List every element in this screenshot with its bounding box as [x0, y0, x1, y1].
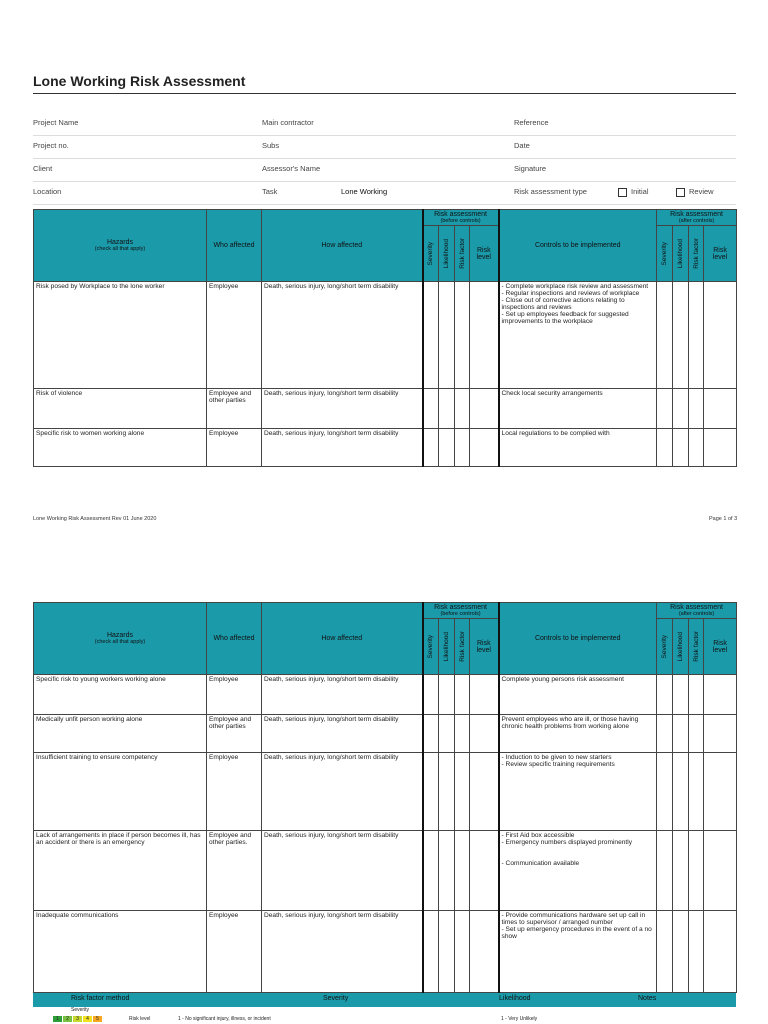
risk-factor-header: Risk factor	[455, 226, 470, 282]
likelihood-legend-label: Likelihood	[499, 995, 531, 1002]
ra-after-header: Risk assessment (after controls)	[657, 603, 737, 619]
initial-checkbox[interactable]	[618, 188, 627, 197]
severity-scale-box: 3	[73, 1016, 82, 1022]
severity-header: Severity	[423, 619, 439, 675]
who-affected-cell: Employee and other parties	[207, 715, 262, 753]
risk-level-header: Risk level	[470, 226, 499, 282]
severity-scale-box: 1	[53, 1016, 62, 1022]
how-affected-cell: Death, serious injury, long/short term disability	[262, 831, 423, 911]
severity-scale-box: 5	[93, 1016, 102, 1022]
review-label: Review	[689, 187, 714, 196]
project-no-label: Project no.	[33, 141, 69, 150]
likelihood-header: Likelihood	[439, 226, 455, 282]
risk-level-after-cell	[704, 753, 737, 831]
likelihood-1-text: 1 - Very Unlikely	[501, 1016, 538, 1022]
risk-factor-before-cell	[455, 389, 470, 429]
risk-factor-before-cell	[455, 675, 470, 715]
risk-level-after-cell	[704, 715, 737, 753]
how-affected-cell: Death, serious injury, long/short term disability	[262, 715, 423, 753]
ra-after-header: Risk assessment (after controls)	[657, 210, 737, 226]
table-row	[34, 753, 737, 831]
risk-factor-before-cell	[455, 911, 470, 993]
location-label: Location	[33, 187, 62, 196]
likelihood-before-cell	[439, 715, 455, 753]
severity-before-cell	[423, 389, 439, 429]
main-contractor-label: Main contractor	[262, 118, 314, 127]
severity-after-cell	[657, 753, 673, 831]
severity-after-cell	[657, 282, 673, 389]
severity-before-cell	[423, 715, 439, 753]
controls-cell: Check local security arrangements	[499, 389, 657, 429]
controls-cell: Local regulations to be complied with	[499, 429, 657, 467]
risk-table-page2	[33, 602, 737, 993]
how-affected-cell: Death, serious injury, long/short term disability	[262, 911, 423, 993]
likelihood-after-cell	[673, 282, 689, 389]
risk-level-after-cell	[704, 911, 737, 993]
risk-factor-before-cell	[455, 715, 470, 753]
risk-level-before-cell	[470, 282, 499, 389]
severity-before-cell	[423, 753, 439, 831]
severity-before-cell	[423, 831, 439, 911]
likelihood-before-cell	[439, 282, 455, 389]
title-divider	[33, 93, 736, 94]
risk-level-before-cell	[470, 753, 499, 831]
likelihood-before-cell	[439, 429, 455, 467]
controls-cell: - Complete workplace risk review and assessment - Regular inspections and reviews of workplace - Close out of corrective actions relating to inspections and reviews - Set up employees feedback for suggested improvements to the workplace	[499, 282, 657, 389]
table-row	[34, 429, 737, 467]
who-affected-cell: Employee	[207, 282, 262, 389]
controls-cell: - Induction to be given to new starters - Review specific training requirements	[499, 753, 657, 831]
severity-after-cell	[657, 715, 673, 753]
table-row	[34, 911, 737, 993]
initial-label: Initial	[631, 187, 649, 196]
how-affected-cell: Death, serious injury, long/short term disability	[262, 429, 423, 467]
how-affected-header: How affected	[262, 210, 423, 282]
likelihood-before-cell	[439, 389, 455, 429]
risk-level-after-header: Risk level	[704, 226, 737, 282]
signature-label: Signature	[514, 164, 547, 173]
risk-factor-header: Risk factor	[455, 619, 470, 675]
project-name-label: Project Name	[33, 118, 79, 127]
hazard-cell: Risk posed by Workplace to the lone worker	[34, 282, 207, 389]
hazard-cell: Lack of arrangements in place if person becomes ill, has an accident or there is an emergency	[34, 831, 207, 911]
severity-small-label: Severity	[71, 1007, 90, 1013]
risk-table-page1	[33, 209, 737, 467]
severity-scale-box: 4	[83, 1016, 92, 1022]
risk-level-after-cell	[704, 675, 737, 715]
risk-level-before-cell	[470, 911, 499, 993]
who-affected-cell: Employee	[207, 753, 262, 831]
initial-option[interactable]	[618, 187, 649, 197]
task-label: Task	[262, 187, 278, 196]
footer-left: Lone Working Risk Assessment Rev 01 June 2020	[33, 516, 157, 522]
risk-level-before-cell	[470, 389, 499, 429]
review-checkbox[interactable]	[676, 188, 685, 197]
severity-after-header: Severity	[657, 619, 673, 675]
who-affected-cell: Employee	[207, 429, 262, 467]
risk-factor-after-cell	[689, 389, 704, 429]
likelihood-before-cell	[439, 911, 455, 993]
likelihood-before-cell	[439, 753, 455, 831]
likelihood-after-cell	[673, 429, 689, 467]
severity-before-cell	[423, 282, 439, 389]
info-row-1	[33, 112, 736, 136]
risk-level-before-cell	[470, 429, 499, 467]
likelihood-after-cell	[673, 753, 689, 831]
risk-level-header: Risk level	[470, 619, 499, 675]
risk-level-after-cell	[704, 831, 737, 911]
ra-type-label: Risk assessment type	[514, 187, 587, 196]
likelihood-before-cell	[439, 831, 455, 911]
severity-after-cell	[657, 429, 673, 467]
controls-cell: Prevent employees who are ill, or those having chronic health problems from working alone	[499, 715, 657, 753]
likelihood-after-cell	[673, 389, 689, 429]
who-affected-cell: Employee	[207, 675, 262, 715]
severity-header: Severity	[423, 226, 439, 282]
risk-level-after-cell	[704, 429, 737, 467]
risk-factor-after-cell	[689, 715, 704, 753]
how-affected-cell: Death, serious injury, long/short term disability	[262, 753, 423, 831]
risk-level-before-cell	[470, 675, 499, 715]
severity-legend-label: Severity	[323, 995, 349, 1002]
risk-factor-before-cell	[455, 429, 470, 467]
how-affected-cell: Death, serious injury, long/short term disability	[262, 675, 423, 715]
hazards-header: Hazards (check all that apply)	[34, 210, 207, 282]
severity-before-cell	[423, 429, 439, 467]
risk-factor-before-cell	[455, 282, 470, 389]
who-affected-header: Who affected	[207, 603, 262, 675]
legend-header	[33, 993, 736, 1007]
likelihood-after-header: Likelihood	[673, 226, 689, 282]
risk-factor-before-cell	[455, 753, 470, 831]
risk-factor-method-label: Risk factor method	[71, 995, 130, 1002]
severity-after-cell	[657, 911, 673, 993]
severity-after-cell	[657, 831, 673, 911]
table-row	[34, 831, 737, 911]
notes-legend-label: Notes	[638, 995, 657, 1002]
who-affected-cell: Employee	[207, 911, 262, 993]
likelihood-after-cell	[673, 675, 689, 715]
likelihood-before-cell	[439, 675, 455, 715]
severity-1-text: 1 - No significant injury, illness, or incident	[178, 1016, 271, 1022]
controls-header: Controls to be implemented	[499, 603, 657, 675]
risk-level-before-cell	[470, 831, 499, 911]
table-row	[34, 389, 737, 429]
info-row-4	[33, 181, 736, 205]
severity-after-cell	[657, 389, 673, 429]
hazard-cell: Risk of violence	[34, 389, 207, 429]
controls-cell: - Provide communications hardware set up call in times to supervisor / arranged number - Set up emergency procedures in the event of a no show	[499, 911, 657, 993]
risk-level-after-header: Risk level	[704, 619, 737, 675]
risk-factor-after-cell	[689, 429, 704, 467]
review-option[interactable]	[676, 187, 714, 197]
hazard-cell: Specific risk to young workers working alone	[34, 675, 207, 715]
severity-after-header: Severity	[657, 226, 673, 282]
how-affected-header: How affected	[262, 603, 423, 675]
likelihood-after-header: Likelihood	[673, 619, 689, 675]
hazards-header: Hazards (check all that apply)	[34, 603, 207, 675]
likelihood-after-cell	[673, 715, 689, 753]
footer-page-number: Page 1 of 3	[709, 516, 738, 522]
reference-label: Reference	[514, 118, 549, 127]
severity-scale	[53, 1016, 103, 1022]
hazard-cell: Specific risk to women working alone	[34, 429, 207, 467]
controls-cell: - First Aid box accessible - Emergency numbers displayed prominently - Communication available	[499, 831, 657, 911]
risk-factor-after-cell	[689, 911, 704, 993]
subs-label: Subs	[262, 141, 280, 150]
table-row	[34, 282, 737, 389]
legend-row	[33, 1007, 736, 1024]
risk-level-after-cell	[704, 282, 737, 389]
info-row-2	[33, 135, 736, 159]
page-title: Lone Working Risk Assessment	[33, 73, 246, 89]
controls-header: Controls to be implemented	[499, 210, 657, 282]
controls-cell: Complete young persons risk assessment	[499, 675, 657, 715]
hazard-cell: Medically unfit person working alone	[34, 715, 207, 753]
ra-before-header: Risk assessment (before controls)	[423, 603, 499, 619]
risk-factor-before-cell	[455, 831, 470, 911]
likelihood-after-cell	[673, 831, 689, 911]
risk-level-after-cell	[704, 389, 737, 429]
risk-level-before-cell	[470, 715, 499, 753]
table-row	[34, 675, 737, 715]
likelihood-header: Likelihood	[439, 619, 455, 675]
likelihood-after-cell	[673, 911, 689, 993]
task-value: Lone Working	[341, 187, 388, 196]
severity-after-cell	[657, 675, 673, 715]
hazard-cell: Inadequate communications	[34, 911, 207, 993]
risk-level-small-label: Risk level	[129, 1016, 151, 1022]
severity-scale-box: 2	[63, 1016, 72, 1022]
severity-before-cell	[423, 675, 439, 715]
severity-before-cell	[423, 911, 439, 993]
who-affected-cell: Employee and other parties.	[207, 831, 262, 911]
risk-factor-after-cell	[689, 282, 704, 389]
ra-before-header: Risk assessment (before controls)	[423, 210, 499, 226]
risk-factor-after-header: Risk factor	[689, 619, 704, 675]
how-affected-cell: Death, serious injury, long/short term disability	[262, 282, 423, 389]
hazard-cell: Insufficient training to ensure competency	[34, 753, 207, 831]
date-label: Date	[514, 141, 530, 150]
who-affected-cell: Employee and other parties	[207, 389, 262, 429]
risk-factor-after-header: Risk factor	[689, 226, 704, 282]
risk-factor-after-cell	[689, 675, 704, 715]
risk-factor-after-cell	[689, 831, 704, 911]
who-affected-header: Who affected	[207, 210, 262, 282]
info-row-3	[33, 158, 736, 182]
risk-factor-after-cell	[689, 753, 704, 831]
client-label: Client	[33, 164, 53, 173]
table-row	[34, 715, 737, 753]
assessors-name-label: Assessor's Name	[262, 164, 321, 173]
how-affected-cell: Death, serious injury, long/short term disability	[262, 389, 423, 429]
